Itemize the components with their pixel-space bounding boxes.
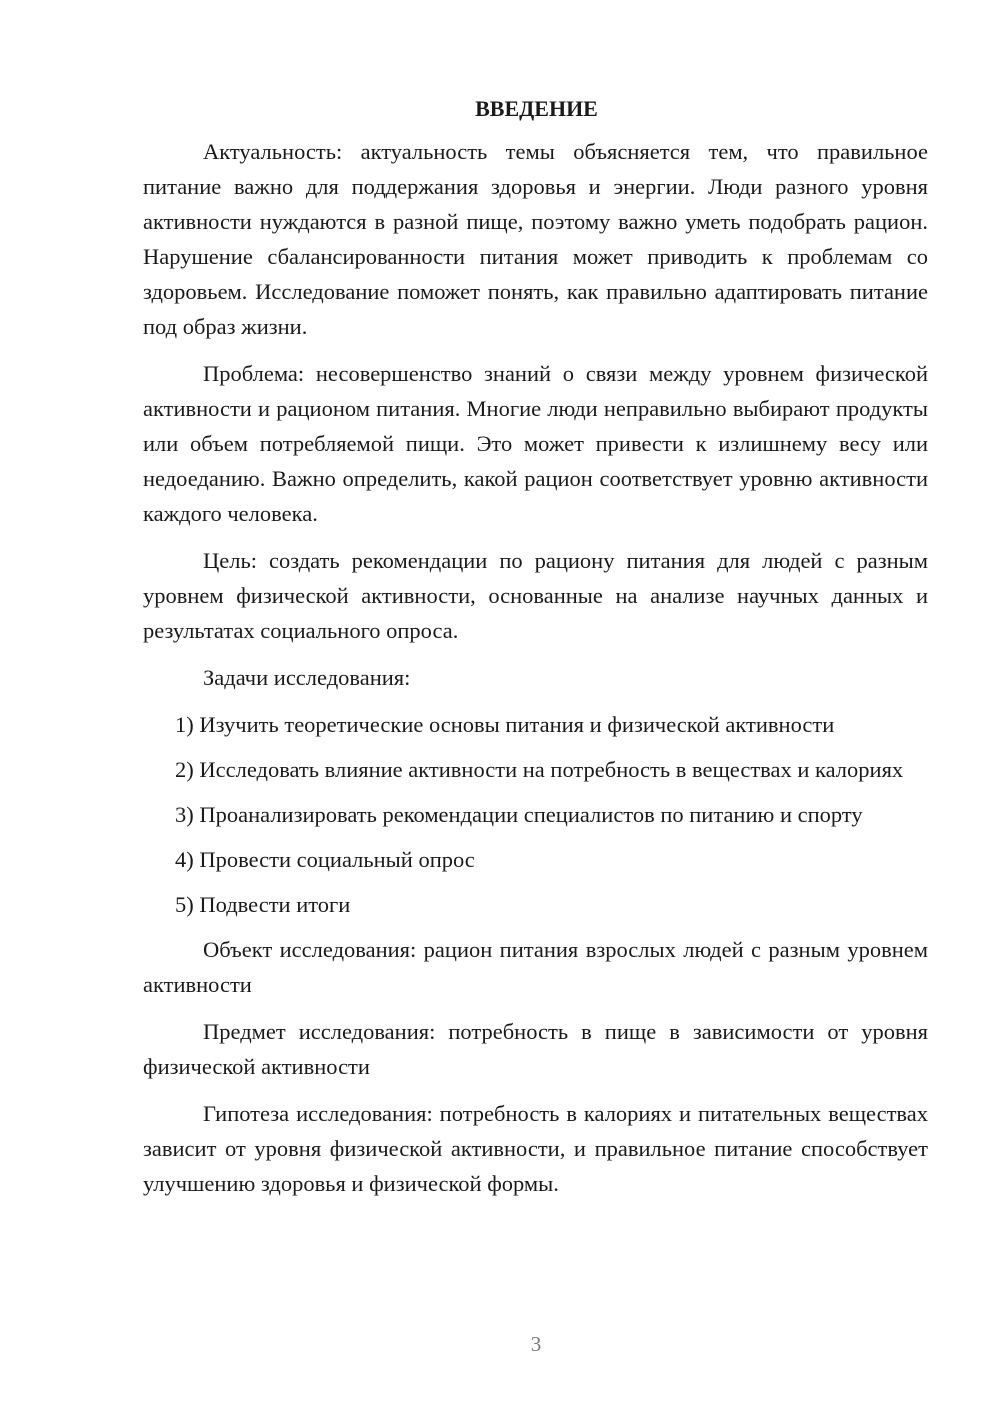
document-page: [143, 92, 928, 1213]
task-item-2: 2) Исследовать влияние активности на потребность в веществах и калориях: [175, 757, 904, 782]
goal-paragraph: Цель: создать рекомендации по рациону питания для людей с разным уровнем физической активности, основанные на анализе научных данных и результатах социального опроса.: [143, 548, 928, 643]
tasks-title: Задачи исследования:: [203, 665, 411, 690]
task-item-5: 5) Подвести итоги: [175, 892, 351, 917]
page-number: 3: [530, 1332, 542, 1356]
task-item-3: 3) Проанализировать рекомендации специалистов по питанию и спорту: [175, 802, 863, 827]
hypothesis-paragraph: Гипотеза исследования: потребность в калориях и питательных веществах зависит от уровня физической активности, и правильное питание способствует улучшению здоровья и физической формы.: [143, 1101, 928, 1196]
problem-paragraph: Проблема: несовершенство знаний о связи между уровнем физической активности и рационом питания. Многие люди неправильно выбирают продукты или объем потребляемой пищи. Это может привести к излишнему весу или недоеданию. Важно определить, какой рацион соответствует уровню активности каждого человека.: [143, 361, 928, 526]
section-heading: ВВЕДЕНИЕ: [475, 96, 598, 121]
task-item-1: 1) Изучить теоретические основы питания и физической активности: [175, 712, 835, 737]
object-paragraph: Объект исследования: рацион питания взрослых людей с разным уровнем активности: [143, 937, 928, 997]
relevance-paragraph: Актуальность: актуальность темы объясняется тем, что правильное питание важно для поддержания здоровья и энергии. Люди разного уровня активности нуждаются в разной пище, поэтому важно уметь подобрать рацион. Нарушение сбалансированности питания может приводить к проблемам со здоровьем. Исследование поможет понять, как правильно адаптировать питание под образ жизни.: [143, 139, 928, 339]
task-item-4: 4) Провести социальный опрос: [175, 847, 475, 872]
subject-paragraph: Предмет исследования: потребность в пище в зависимости от уровня физической активности: [143, 1019, 928, 1079]
